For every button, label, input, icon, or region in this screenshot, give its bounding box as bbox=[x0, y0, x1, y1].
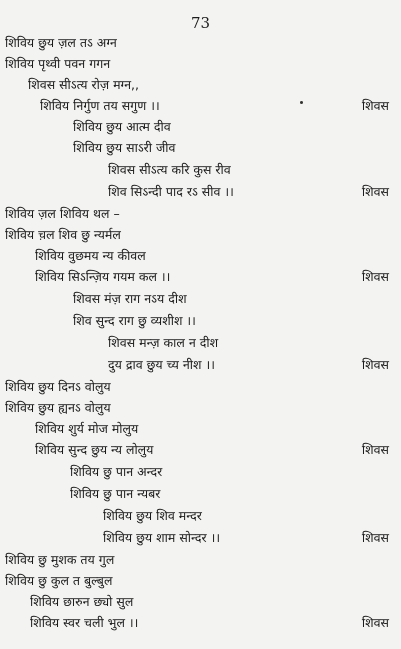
verse-line: शिवस सीऽत्य करि कुस रीव bbox=[108, 162, 231, 177]
verse-line: शिविय छुय शिव मन्दर bbox=[103, 508, 202, 523]
verse-line: शिविय निर्गुण तय सगुण ।। bbox=[40, 98, 160, 113]
refrain-label: शिवस bbox=[361, 98, 389, 113]
verse-line: शिविय सिऽन्ज़िय गयम कल ।। bbox=[35, 269, 171, 284]
verse-line: शिविय छारुन छ्यो सुल bbox=[30, 594, 134, 609]
verse-line: शिविय छुय शाम सोन्दर ।। bbox=[103, 530, 221, 545]
verse-line: शिविय छुय ज़ल तऽ अग्न bbox=[5, 35, 117, 50]
verse-line: शिविय वुछमय न्य कीवल bbox=[35, 248, 146, 263]
ink-dot bbox=[300, 101, 303, 104]
refrain-label: शिवस bbox=[361, 269, 389, 284]
verse-line: शिविय ज़ल शिविय थल – bbox=[5, 206, 120, 221]
verse-line: दुय द्राव छुय च्य नीश ।। bbox=[108, 357, 215, 372]
verse-line: शिविय छु पान न्यबर bbox=[70, 486, 161, 501]
verse-line: शिविय च़ल शिव छु न्यर्मल bbox=[5, 227, 121, 242]
verse-line: शिविय शुर्य मोज मोलुय bbox=[35, 421, 139, 436]
verse-line: शिविय छु कुल त बुल्बुल bbox=[5, 573, 113, 588]
verse-line: शिवस सीऽत्य रोज़ मग्न,, bbox=[28, 77, 139, 92]
verse-line: शिविय छुय ह्यनऽ वोलुय bbox=[5, 400, 111, 415]
verse-line: शिविय स्वर चली भुल ।। bbox=[30, 615, 139, 630]
refrain-label: शिवस bbox=[361, 442, 389, 457]
verse-line: शिव सुन्द राग छु व्यशीश ।। bbox=[73, 313, 196, 328]
verse-line: शिवस मन्ज़ काल न दीश bbox=[108, 335, 219, 350]
verse-line: शिविय छुय साऽरी जीव bbox=[73, 140, 176, 155]
verse-line: शिविय छु पान अन्दर bbox=[70, 464, 163, 479]
refrain-label: शिवस bbox=[361, 184, 389, 199]
refrain-label: शिवस bbox=[361, 530, 389, 545]
verse-line: शिविय पृथ्वी पवन गगन bbox=[5, 56, 111, 71]
verse-line: शिव सिऽन्दी पाद रऽ सीव ।। bbox=[108, 184, 234, 199]
verse-line: शिविय सुन्द छुय न्य लोलुय bbox=[35, 442, 154, 457]
verse-line: शिविय छुय आत्म दीव bbox=[73, 119, 171, 134]
page-number: 73 bbox=[190, 14, 211, 32]
verse-line: शिविय छु मुशक तय गुल bbox=[5, 552, 115, 567]
verse-line: शिविय छुय दिनऽ वोलुय bbox=[5, 379, 111, 394]
verse-line: शिवस मंज़ राग नऽय दीश bbox=[73, 291, 187, 306]
refrain-label: शिवस bbox=[361, 615, 389, 630]
refrain-label: शिवस bbox=[361, 357, 389, 372]
